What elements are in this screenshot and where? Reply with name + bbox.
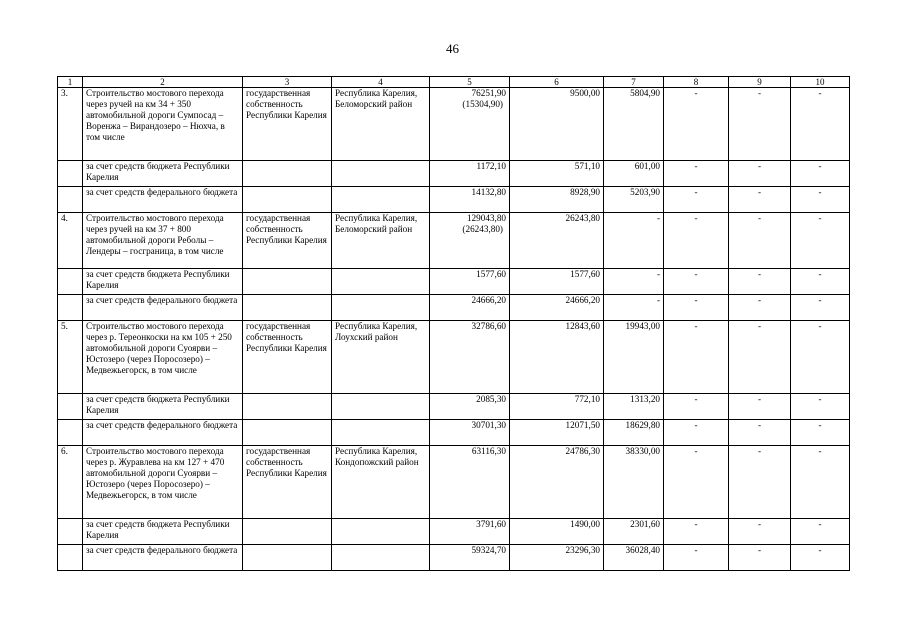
table-cell-col-1: 3. [58, 88, 83, 161]
table-cell-col-7: 601,00 [604, 161, 664, 187]
table-cell-col-2: Строительство мостового перехода через р. Тереонкоски на км 105 + 250 автомобильной дороги Суоярви – Юстозеро (через Поросозеро) – Медвежьегорск, в том числе [83, 321, 243, 394]
table-row [58, 161, 850, 187]
table-cell-col-8: - [664, 161, 729, 187]
table-cell-col-5: 24666,20 [430, 295, 510, 321]
table-cell-col-3 [243, 295, 332, 321]
table-body [58, 88, 850, 571]
table-cell-col-10: - [791, 213, 850, 269]
table-cell-col-9: - [729, 394, 791, 420]
table-cell-col-3 [243, 519, 332, 545]
table-row [58, 545, 850, 571]
table-cell-col-4 [332, 394, 430, 420]
table-cell-col-5: 1577,60 [430, 269, 510, 295]
table-cell-col-9: - [729, 161, 791, 187]
table-cell-col-3 [243, 420, 332, 446]
table-cell-col-7: 36028,40 [604, 545, 664, 571]
table-row [58, 187, 850, 213]
table-cell-col-6: 26243,80 [510, 213, 604, 269]
table-cell-col-10: - [791, 394, 850, 420]
table-row [58, 88, 850, 161]
table-cell-col-8: - [664, 321, 729, 394]
table-cell-col-8: - [664, 519, 729, 545]
table-cell-col-9: - [729, 213, 791, 269]
table-cell-col-7: - [604, 269, 664, 295]
column-header-10: 10 [791, 77, 850, 88]
table-cell-col-3: государственная собственность Республики Карелия [243, 213, 332, 269]
table-cell-col-1: 4. [58, 213, 83, 269]
table-cell-col-9: - [729, 321, 791, 394]
table-cell-col-7: - [604, 295, 664, 321]
table-row [58, 269, 850, 295]
table-cell-col-1 [58, 187, 83, 213]
table-cell-col-9: - [729, 519, 791, 545]
table-cell-col-10: - [791, 88, 850, 161]
table-row [58, 519, 850, 545]
table-cell-col-5: 76251,90 (15304,90) [430, 88, 510, 161]
table-cell-col-5: 2085,30 [430, 394, 510, 420]
table-cell-col-5: 30701,30 [430, 420, 510, 446]
table-cell-col-7: 38330,00 [604, 446, 664, 519]
table-cell-col-5: 32786,60 [430, 321, 510, 394]
table-cell-col-8: - [664, 295, 729, 321]
table-cell-col-4: Республика Карелия, Беломорский район [332, 88, 430, 161]
column-header-8: 8 [664, 77, 729, 88]
table-cell-col-4 [332, 295, 430, 321]
table-cell-col-8: - [664, 545, 729, 571]
table-cell-col-10: - [791, 545, 850, 571]
table-cell-col-6: 9500,00 [510, 88, 604, 161]
table-cell-col-1 [58, 161, 83, 187]
table-cell-col-7: 2301,60 [604, 519, 664, 545]
table-cell-col-8: - [664, 213, 729, 269]
table-cell-col-2: за счет средств федерального бюджета [83, 295, 243, 321]
table-cell-col-6: 23296,30 [510, 545, 604, 571]
table-cell-col-6: 571,10 [510, 161, 604, 187]
column-header-6: 6 [510, 77, 604, 88]
column-header-4: 4 [332, 77, 430, 88]
table-cell-col-9: - [729, 446, 791, 519]
table-cell-col-4: Республика Карелия, Лоухский район [332, 321, 430, 394]
table-cell-col-9: - [729, 187, 791, 213]
table-cell-col-2: за счет средств бюджета Республики Карелия [83, 394, 243, 420]
column-header-1: 1 [58, 77, 83, 88]
table-cell-col-10: - [791, 187, 850, 213]
table-cell-col-8: - [664, 88, 729, 161]
table-row [58, 446, 850, 519]
data-table [57, 76, 850, 571]
table-cell-col-3: государственная собственность Республики Карелия [243, 321, 332, 394]
column-header-3: 3 [243, 77, 332, 88]
column-header-7: 7 [604, 77, 664, 88]
table-row [58, 420, 850, 446]
table-cell-col-3: государственная собственность Республики Карелия [243, 446, 332, 519]
table-cell-col-2: Строительство мостового перехода через р. Журавлева на км 127 + 470 автомобильной дороги Суоярви – Юстозеро (через Поросозеро) – Медвежьегорск, в том числе [83, 446, 243, 519]
table-cell-col-6: 8928,90 [510, 187, 604, 213]
table-cell-col-2: за счет средств бюджета Республики Карелия [83, 269, 243, 295]
table-cell-col-6: 772,10 [510, 394, 604, 420]
column-header-2: 2 [83, 77, 243, 88]
table-cell-col-4 [332, 545, 430, 571]
table-cell-col-10: - [791, 161, 850, 187]
column-header-5: 5 [430, 77, 510, 88]
table-cell-col-8: - [664, 269, 729, 295]
table-cell-col-6: 1490,00 [510, 519, 604, 545]
table-cell-col-1 [58, 420, 83, 446]
table-cell-col-5: 59324,70 [430, 545, 510, 571]
table-cell-col-6: 1577,60 [510, 269, 604, 295]
table-cell-col-8: - [664, 420, 729, 446]
table-cell-col-2: Строительство мостового перехода через ручей на км 37 + 800 автомобильной дороги Реболы – Лендеры – госграница, в том числе [83, 213, 243, 269]
table-cell-col-7: 18629,80 [604, 420, 664, 446]
table-cell-col-9: - [729, 88, 791, 161]
table-cell-col-5: 14132,80 [430, 187, 510, 213]
table-cell-col-4 [332, 519, 430, 545]
table-cell-col-1 [58, 519, 83, 545]
table-cell-col-6: 12071,50 [510, 420, 604, 446]
table-cell-col-10: - [791, 295, 850, 321]
table-cell-col-5: 63116,30 [430, 446, 510, 519]
table-cell-col-3 [243, 269, 332, 295]
table-cell-col-6: 24666,20 [510, 295, 604, 321]
table-cell-col-7: 5203,90 [604, 187, 664, 213]
table-cell-col-1: 6. [58, 446, 83, 519]
table-cell-col-9: - [729, 420, 791, 446]
table-cell-col-10: - [791, 519, 850, 545]
table-cell-col-1 [58, 394, 83, 420]
table-cell-col-7: 5804,90 [604, 88, 664, 161]
table-cell-col-9: - [729, 295, 791, 321]
table-cell-col-3 [243, 187, 332, 213]
page-number: 46 [446, 41, 459, 56]
table-cell-col-9: - [729, 545, 791, 571]
table-cell-col-4 [332, 420, 430, 446]
table-cell-col-4 [332, 269, 430, 295]
table-cell-col-3 [243, 394, 332, 420]
table-cell-col-7: 19943,00 [604, 321, 664, 394]
table-row [58, 295, 850, 321]
table-cell-col-7: 1313,20 [604, 394, 664, 420]
table-cell-col-2: за счет средств бюджета Республики Карелия [83, 161, 243, 187]
table-cell-col-1 [58, 545, 83, 571]
table-cell-col-2: за счет средств федерального бюджета [83, 420, 243, 446]
table-cell-col-2: Строительство мостового перехода через ручей на км 34 + 350 автомобильной дороги Сумпосад – Воренжа – Вирандозеро – Нюхча, в том числе [83, 88, 243, 161]
table-cell-col-4: Республика Карелия, Беломорский район [332, 213, 430, 269]
table-cell-col-7: - [604, 213, 664, 269]
header-row [58, 77, 850, 88]
table-cell-col-4: Республика Карелия, Кондопожский район [332, 446, 430, 519]
table-cell-col-2: за счет средств бюджета Республики Карелия [83, 519, 243, 545]
table-cell-col-10: - [791, 269, 850, 295]
column-header-9: 9 [729, 77, 791, 88]
table-cell-col-10: - [791, 321, 850, 394]
table-cell-col-6: 24786,30 [510, 446, 604, 519]
table-cell-col-4 [332, 161, 430, 187]
table-cell-col-5: 129043,80 (26243,80) [430, 213, 510, 269]
table-row [58, 394, 850, 420]
table-cell-col-4 [332, 187, 430, 213]
table-row [58, 321, 850, 394]
table-cell-col-8: - [664, 446, 729, 519]
table-cell-col-1: 5. [58, 321, 83, 394]
table-row [58, 213, 850, 269]
table-cell-col-3 [243, 161, 332, 187]
table-cell-col-2: за счет средств федерального бюджета [83, 545, 243, 571]
table-cell-col-5: 3791,60 [430, 519, 510, 545]
table-cell-col-8: - [664, 187, 729, 213]
table-cell-col-8: - [664, 394, 729, 420]
table-cell-col-10: - [791, 446, 850, 519]
table-cell-col-1 [58, 295, 83, 321]
table-cell-col-3: государственная собственность Республики Карелия [243, 88, 332, 161]
table-cell-col-10: - [791, 420, 850, 446]
table-cell-col-9: - [729, 269, 791, 295]
table-cell-col-5: 1172,10 [430, 161, 510, 187]
table-cell-col-3 [243, 545, 332, 571]
table-cell-col-1 [58, 269, 83, 295]
table-cell-col-6: 12843,60 [510, 321, 604, 394]
table-cell-col-2: за счет средств федерального бюджета [83, 187, 243, 213]
